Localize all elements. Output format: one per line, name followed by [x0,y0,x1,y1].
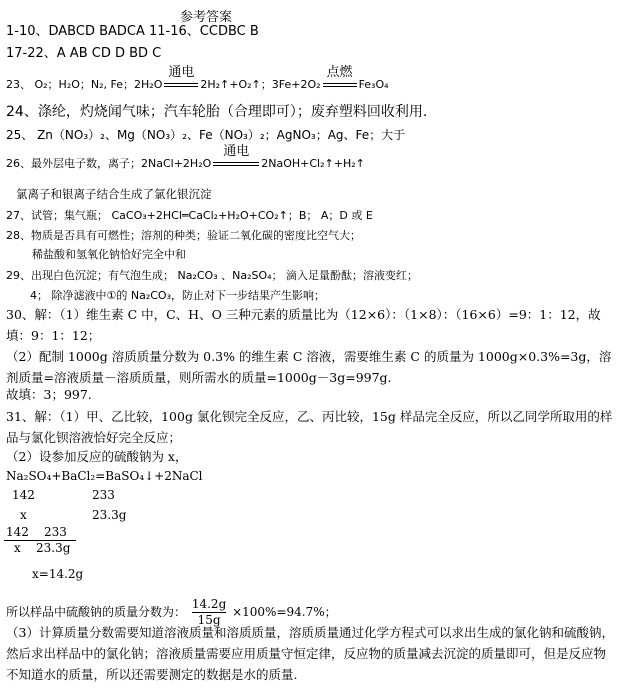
answer-31-part-1: 31、解：（1）甲、乙比较，100g 氯化钡完全反应，乙、丙比较，15g 样品完全反应，所以乙同学所取用的样品与氯化钡溶液恰好完全反应； [6,409,613,445]
answer-26 [6,144,365,172]
mass-fraction-prefix: 所以样品中硫酸钠的质量分数为： [6,605,187,619]
mass-fraction-suffix: ×100%=94.7%； [232,605,337,619]
condition-ignite-label: 点燃 [326,65,353,80]
reaction-equation: Na₂SO₄+BaCl₂=BaSO₄↓+2NaCl [6,469,203,483]
molar-mass-sodium-sulfate: 142 [12,488,35,502]
answer-28-cont: 稀盐酸和氢氧化钠恰好完全中和 [32,248,186,261]
answer-23-part-a: 23、 O₂；H₂O；N₂, Fe；2H₂O [6,78,163,91]
proportion-numerator-right: 233 [44,525,67,539]
answer-26-note: 氯离子和银离子结合生成了氯化银沉淀 [16,187,212,201]
double-bar-icon [323,83,357,87]
electrolysis-condition [164,65,198,93]
answer-26-part-b: 2NaOH+Cl₂↑+H₂↑ [261,157,365,170]
proportion-denominator-left: x [14,541,21,555]
answer-23-part-b: 2H₂↑+O₂↑；3Fe+2O₂ [200,78,321,91]
answer-29: 29、出现白色沉淀；有气泡生成； Na₂CO₃ 、Na₂SO₄； 滴入足量酚酞；溶液变红； [6,269,419,282]
answer-26-part-a: 26、最外层电子数，离子；2NaCl+2H₂O [6,157,212,170]
ignite-condition [323,65,357,93]
precipitate-mass: 23.3g [92,508,127,522]
answer-line-1-16: 1-10、DABCD BADCA 11-16、CCDBC B [6,24,259,39]
proportion-denominator-right: 23.3g [36,541,71,555]
x-value: x=14.2g [32,567,84,581]
unknown-mass: x [20,508,27,522]
answer-30-part-1: 30、解：（1）维生素 C 中，C、H、O 三种元素的质量比为（12×6）：（1×8）：（16×6）=9：1：12，故填：9：1：12； [6,307,601,343]
answer-key-title: 参考答案 [180,10,233,25]
condition-electrolysis-label: 通电 [223,144,250,159]
answer-line-17-22: 17-22、A AB CD D BD C [6,46,162,61]
mass-fraction-denominator: 15g [192,612,226,628]
condition-electrolysis-label: 通电 [168,65,195,80]
answer-29-cont: 4； 除净滤液中①的 Na₂CO₃，防止对下一步结果产生影响； [30,289,325,302]
proportion-fraction [4,525,76,556]
electrolysis-condition-26 [213,144,259,172]
answer-28: 28、物质是否具有可燃性；溶剂的种类；验证二氧化碳的密度比空气大； [6,229,361,242]
answer-30-part-2: （2）配制 1000g 溶质质量分数为 0.3% 的维生素 C 溶液，需要维生素 C 的质量为 1000g×0.3%=3g，溶剂质量=溶液质量－溶质质量，则所需水的质量=1000g－3g=997g. [6,349,612,385]
answer-30-part-3: 故填：3；997. [6,387,92,402]
answer-23 [6,65,389,93]
answer-25: 25、 Zn（NO₃）₂、Mg（NO₃）₂、Fe（NO₃）₂；AgNO₃；Ag、Fe；大于 [6,128,406,142]
double-bar-icon [213,162,259,166]
answer-31-part-3: （3）计算质量分数需要知道溶液质量和溶质质量，溶质质量通过化学方程式可以求出生成的氯化钠和硫酸钠，然后求出样品中的氯化钠；溶液质量需要应用质量守恒定律，反应物的质量减去沉淀的质量即可，但是反应物不知道水的质量，所以还需要测定的数据是水的质量. [6,625,614,682]
answer-24: 24、涤纶，灼烧闻气味；汽车轮胎（合理即可）；废弃塑料回收利用. [6,104,428,120]
answer-23-part-c: Fe₃O₄ [358,78,389,91]
mass-fraction-numerator: 14.2g [191,597,227,611]
proportion-numerator-left: 142 [6,525,29,539]
answer-31-part-2: （2）设参加反应的硫酸钠为 x， [6,449,188,464]
double-bar-icon [164,83,198,87]
answer-27: 27、试管；集气瓶； CaCO₃+2HCl═CaCl₂+H₂O+CO₂↑；B； A；D 或 E [6,209,373,222]
molar-mass-barium-sulfate: 233 [92,488,115,502]
